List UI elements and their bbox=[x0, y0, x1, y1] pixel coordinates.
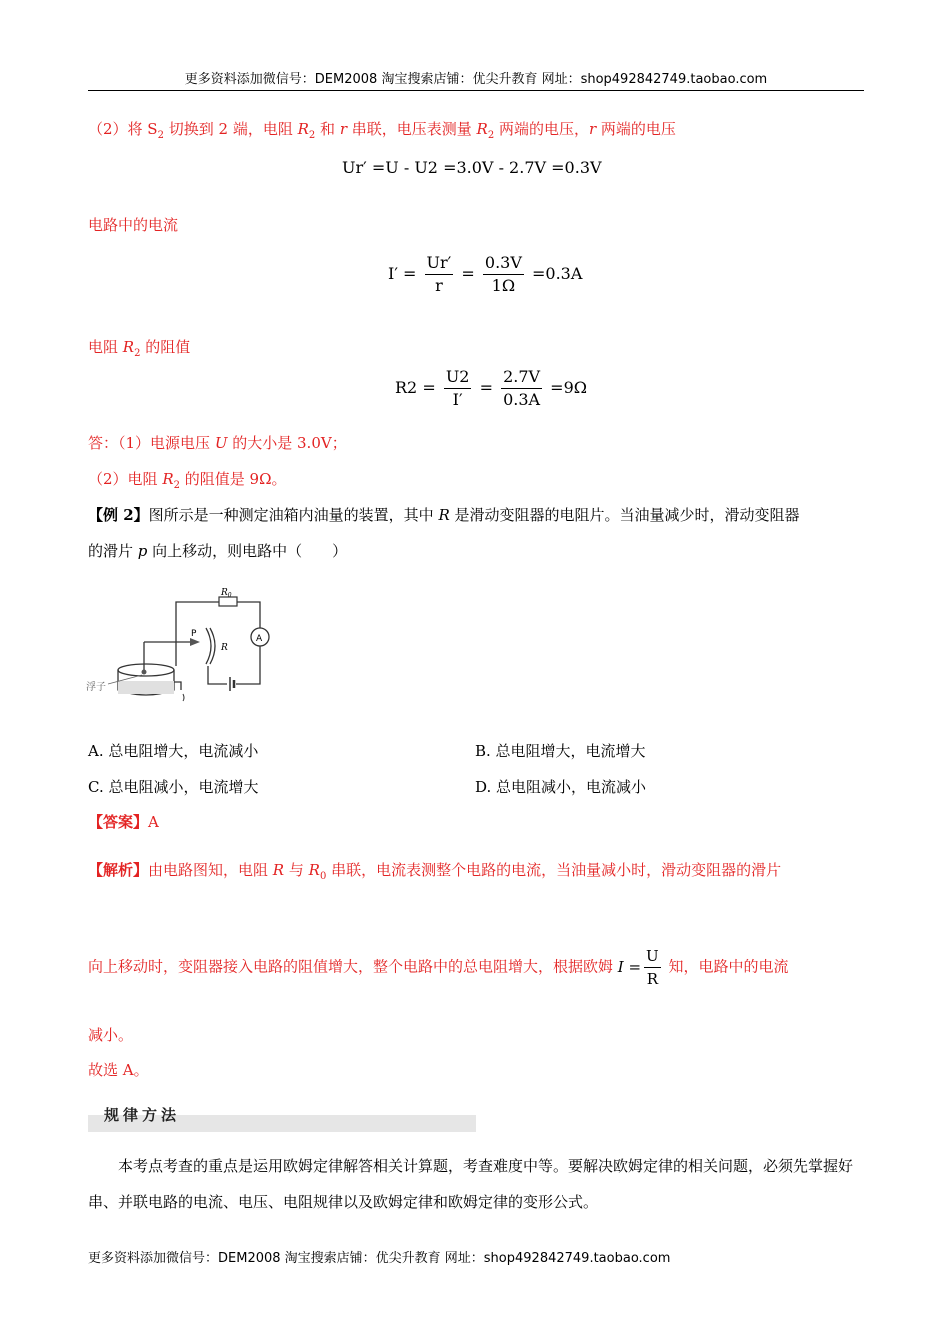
equation-resistance: R2 = $\frac{U2}{I'}$ = $\frac{2.7V}{0.3A}$ =9Ω bbox=[395, 367, 588, 409]
option-d: D. 总电阻减小，电流减小 bbox=[475, 778, 647, 796]
option-a: A. 总电阻增大，电流减小 bbox=[88, 742, 259, 760]
analysis-line-3: 减小。 bbox=[88, 1026, 134, 1044]
method-title: 规律方法 bbox=[104, 1106, 181, 1124]
equation-voltage: Ur′ =U - U2 =3.0V - 2.7V =0.3V bbox=[342, 158, 602, 177]
solution-part2-line: （2）将 $S_2$ 切换到 2 端，电阻 $R_2$ 和 r 串联，电压表测量 $R_2$ 两端的电压，r 两端的电压 bbox=[88, 120, 676, 141]
page-footer: 更多资料添加微信号：DEM2008 淘宝搜索店铺：优尖升教育 网址：shop492842749.taobao.com bbox=[88, 1251, 671, 1266]
answer-line: 【答案】A bbox=[88, 813, 159, 831]
answer-line-1: 答：（1）电源电压 U 的大小是 3.0V； bbox=[88, 434, 347, 452]
analysis-line-1: 【解析】由电路图知，电阻 R 与 $R_0$ 串联，电流表测整个电路的电流，当油量减小时，滑动变阻器的滑片 bbox=[88, 861, 782, 882]
page-header: 更多资料添加微信号：DEM2008 淘宝搜索店铺：优尖升教育 网址：shop492842749.taobao.com bbox=[88, 68, 864, 91]
example2-question-line1: 【例 2】图所示是一种测定油箱内油量的装置，其中 R 是滑动变阻器的电阻片。当油量减少时，滑动变阻器 bbox=[88, 506, 800, 524]
oil-gauge-circuit-figure bbox=[84, 584, 274, 710]
option-b: B. 总电阻增大，电流增大 bbox=[475, 742, 646, 760]
r0-label: $R_0$ bbox=[221, 588, 232, 599]
r-label: R bbox=[221, 643, 228, 653]
method-paragraph: 本考点考查的重点是运用欧姆定律解答相关计算题，考查难度中等。要解决欧姆定律的相关问题，必须先掌握好串、并联电路的电流、电压、电阻规律以及欧姆定律和欧姆定律的变形公式。 bbox=[88, 1157, 854, 1211]
choose-line: 故选 A。 bbox=[88, 1061, 149, 1079]
option-c: C. 总电阻减小，电流增大 bbox=[88, 778, 259, 796]
example2-question-line2: 的滑片 p 向上移动，则电路中（ ） bbox=[88, 542, 348, 560]
float-label: 浮子 bbox=[86, 682, 106, 693]
p-label: P bbox=[191, 629, 197, 639]
resistance-label: 电阻 $R_2$ 的阻值 bbox=[88, 338, 191, 359]
answer-line-2: （2）电阻 $R_2$ 的阻值是 9Ω。 bbox=[88, 470, 287, 491]
equation-current: I′ = $\frac{Ur'}{r}$ = $\frac{0.3V}{1\Omega}$ =0.3A bbox=[388, 253, 583, 295]
current-label: 电路中的电流 bbox=[88, 216, 179, 234]
analysis-line-2: 向上移动时，变阻器接入电路的阻值增大，整个电路中的总电阻增大，根据欧姆 I = $\frac{U}{R}$ 知，电路中的电流 bbox=[88, 947, 789, 988]
ammeter-label: A bbox=[256, 634, 263, 644]
slider-arrow bbox=[190, 638, 200, 646]
